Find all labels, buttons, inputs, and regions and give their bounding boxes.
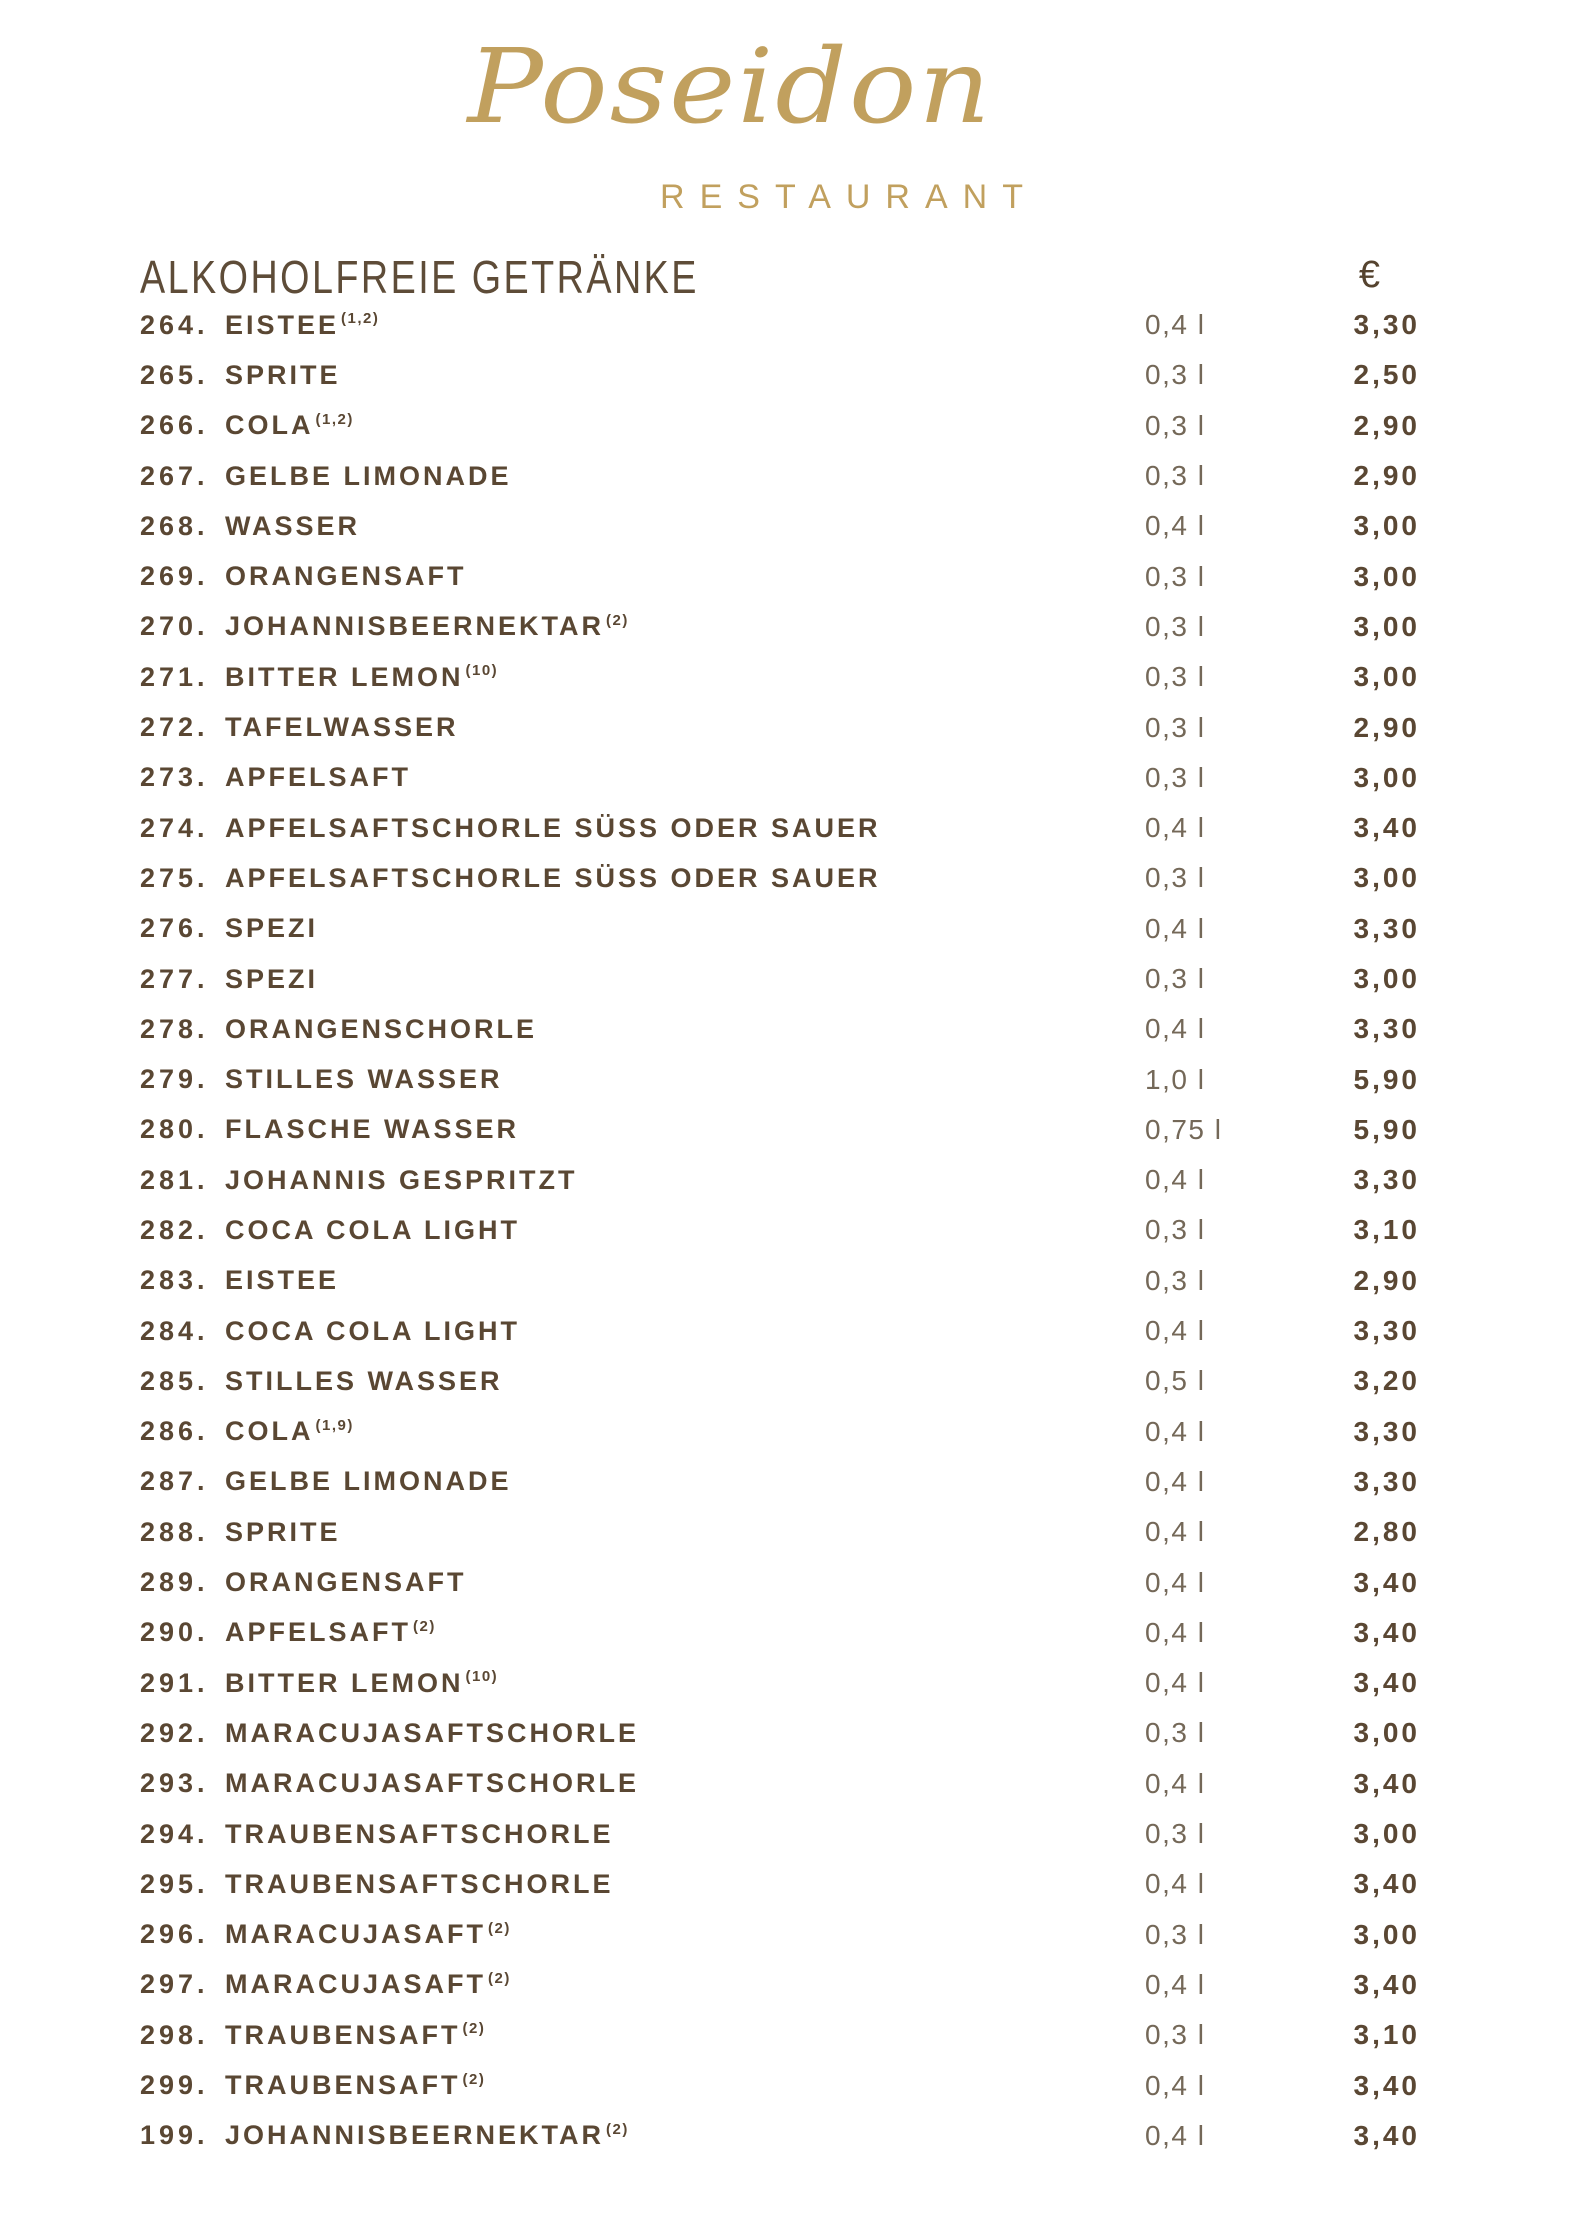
item-name: APFELSAFT (225, 1617, 411, 1648)
menu-item-row (140, 1457, 1420, 1507)
item-name: SPEZI (225, 963, 319, 994)
item-name-group (225, 561, 467, 592)
item-footnote: (1,2) (315, 410, 354, 428)
item-name-group (225, 863, 881, 894)
item-price: 3,40 (1353, 1566, 1420, 1598)
menu-item-row (140, 1256, 1420, 1306)
item-size: 0,3 l (1145, 761, 1206, 793)
menu-item-row (140, 753, 1420, 803)
item-size: 0,4 l (1145, 1566, 1206, 1598)
item-price: 2,90 (1353, 409, 1420, 441)
item-name: MARACUJASAFTSCHORLE (225, 1717, 639, 1748)
item-name: APFELSAFTSCHORLE SÜSS ODER SAUER (225, 812, 881, 843)
item-size: 0,4 l (1145, 510, 1206, 542)
item-number: 269. (140, 561, 209, 592)
item-number: 264. (140, 309, 209, 340)
item-number: 267. (140, 460, 209, 491)
item-footnote: (10) (465, 1668, 499, 1686)
item-price: 3,00 (1353, 1717, 1420, 1749)
menu-item-row (140, 1155, 1420, 1205)
menu-item-row (140, 1708, 1420, 1758)
item-name-group (225, 1919, 511, 1950)
item-size: 0,3 l (1145, 409, 1206, 441)
item-size: 0,4 l (1145, 1465, 1206, 1497)
item-name-group (225, 1215, 520, 1246)
item-name-group (225, 1014, 537, 1045)
item-number: 270. (140, 611, 209, 642)
menu-item-row (140, 1759, 1420, 1809)
item-name-group (225, 1969, 511, 2000)
item-size: 0,3 l (1145, 1264, 1206, 1296)
item-name-group (225, 1366, 503, 1397)
item-size: 1,0 l (1145, 1063, 1206, 1095)
item-name: STILLES WASSER (225, 1064, 503, 1095)
menu-item-row (140, 1205, 1420, 1255)
item-name-group (225, 2020, 485, 2051)
item-number: 289. (140, 1567, 209, 1598)
item-number: 276. (140, 913, 209, 944)
item-size: 0,4 l (1145, 1516, 1206, 1548)
item-size: 0,4 l (1145, 1415, 1206, 1447)
item-number: 282. (140, 1214, 209, 1245)
item-price: 5,90 (1353, 1113, 1420, 1145)
item-name: TRAUBENSAFT (225, 2019, 461, 2050)
item-name: ORANGENSCHORLE (225, 1013, 538, 1044)
item-name: EISTEE (225, 1265, 340, 1296)
item-size: 0,3 l (1145, 661, 1206, 693)
item-price: 3,00 (1353, 862, 1420, 894)
item-number: 271. (140, 661, 209, 692)
item-footnote: (1,2) (341, 310, 380, 328)
item-size: 0,3 l (1145, 460, 1206, 492)
item-number: 274. (140, 812, 209, 843)
menu-item-row (140, 1809, 1420, 1859)
item-name-group (225, 461, 512, 492)
item-price: 3,40 (1353, 2119, 1420, 2151)
item-name: TRAUBENSAFTSCHORLE (225, 1818, 614, 1849)
item-size: 0,3 l (1145, 1918, 1206, 1950)
menu-item-row (140, 1960, 1420, 2010)
item-name: JOHANNISBEERNEKTAR (225, 611, 605, 642)
item-size: 0,4 l (1145, 1164, 1206, 1196)
item-number: 266. (140, 410, 209, 441)
item-size: 0,3 l (1145, 2019, 1206, 2051)
item-name-group (225, 410, 354, 441)
item-name-group (225, 712, 459, 743)
item-footnote: (2) (488, 1970, 511, 1988)
item-name: COLA (225, 410, 314, 441)
item-name-group (225, 1869, 614, 1900)
menu-item-row (140, 1910, 1420, 1960)
item-size: 0,75 l (1145, 1113, 1223, 1145)
item-price: 3,20 (1353, 1365, 1420, 1397)
item-size: 0,3 l (1145, 1818, 1206, 1850)
currency-symbol: € (1358, 254, 1380, 296)
item-name: MARACUJASAFTSCHORLE (225, 1768, 639, 1799)
item-size: 0,4 l (1145, 1868, 1206, 1900)
item-price: 3,30 (1353, 912, 1420, 944)
item-name-group (225, 360, 341, 391)
item-name-group (225, 762, 411, 793)
logo-subtitle: RESTAURANT (660, 178, 1038, 216)
menu-item-row (140, 1658, 1420, 1708)
item-number: 297. (140, 1969, 209, 2000)
item-name: TAFELWASSER (225, 712, 459, 743)
item-price: 3,40 (1353, 1868, 1420, 1900)
menu-item-row (140, 2060, 1420, 2110)
item-name-group (225, 1316, 520, 1347)
item-price: 3,00 (1353, 1818, 1420, 1850)
item-name: APFELSAFTSCHORLE SÜSS ODER SAUER (225, 862, 881, 893)
item-price: 3,10 (1353, 1214, 1420, 1246)
item-size: 0,3 l (1145, 610, 1206, 642)
item-number: 298. (140, 2019, 209, 2050)
item-name: COCA COLA LIGHT (225, 1214, 520, 1245)
item-name: JOHANNISBEERNEKTAR (225, 2120, 605, 2151)
item-number: 294. (140, 1818, 209, 1849)
item-footnote: (2) (606, 612, 629, 630)
item-name-group (225, 1819, 614, 1850)
item-name: TRAUBENSAFT (225, 2070, 461, 2101)
item-name: SPRITE (225, 359, 341, 390)
logo-script-text: Poseidon (467, 27, 993, 147)
menu-item-row (140, 954, 1420, 1004)
item-number: 275. (140, 862, 209, 893)
item-number: 284. (140, 1315, 209, 1346)
item-name: TRAUBENSAFTSCHORLE (225, 1868, 614, 1899)
item-footnote: (2) (462, 2070, 486, 2088)
menu-item-row (140, 401, 1420, 451)
item-name: FLASCHE WASSER (225, 1114, 520, 1145)
item-name-group (225, 964, 318, 995)
item-size: 0,5 l (1145, 1365, 1206, 1397)
item-size: 0,3 l (1145, 963, 1206, 994)
item-number: 278. (140, 1013, 209, 1044)
item-name: SPEZI (225, 913, 319, 944)
item-number: 265. (140, 359, 209, 390)
item-name: SPRITE (225, 1516, 341, 1547)
item-price: 5,90 (1353, 1063, 1420, 1095)
item-name-group (225, 1668, 498, 1699)
item-price: 3,40 (1353, 1667, 1420, 1699)
item-price: 3,30 (1353, 1315, 1420, 1347)
item-size: 0,4 l (1145, 812, 1206, 844)
item-name: MARACUJASAFT (225, 1919, 486, 1950)
menu-item-row (140, 300, 1420, 350)
menu-item-row (140, 2111, 1420, 2161)
item-number: 291. (140, 1667, 209, 1698)
item-price: 2,50 (1353, 359, 1420, 391)
item-number: 277. (140, 963, 209, 994)
item-number: 273. (140, 762, 209, 793)
item-name-group (225, 1567, 467, 1598)
item-name-group (225, 1768, 639, 1799)
menu-item-row (140, 602, 1420, 652)
item-name: GELBE LIMONADE (225, 1466, 512, 1497)
item-name-group (225, 611, 629, 642)
item-name-group (225, 1165, 578, 1196)
item-size: 0,3 l (1145, 359, 1206, 391)
item-name: MARACUJASAFT (225, 1969, 486, 2000)
item-price: 3,30 (1353, 309, 1420, 341)
item-size: 0,3 l (1145, 862, 1206, 894)
item-price: 3,00 (1353, 761, 1420, 793)
section-title: ALKOHOLFREIE GETRÄNKE (140, 251, 699, 303)
item-size: 0,4 l (1145, 1667, 1206, 1699)
item-name-group (225, 1718, 639, 1749)
menu-item-row (140, 501, 1420, 551)
item-size: 0,3 l (1145, 1717, 1206, 1749)
menu-item-row (140, 1608, 1420, 1658)
menu-item-row (140, 652, 1420, 702)
item-price: 2,80 (1353, 1516, 1420, 1548)
item-price: 3,30 (1353, 1415, 1420, 1447)
menu-item-row (140, 1407, 1420, 1457)
menu-item-row (140, 1054, 1420, 1104)
item-price: 3,30 (1353, 1465, 1420, 1497)
item-number: 292. (140, 1717, 209, 1748)
item-number: 268. (140, 510, 209, 541)
item-price: 3,40 (1353, 812, 1420, 844)
menu-item-row (140, 1105, 1420, 1155)
item-price: 3,00 (1353, 1918, 1420, 1950)
item-name-group (225, 1617, 436, 1648)
item-number: 280. (140, 1114, 209, 1145)
menu-item-row (140, 702, 1420, 752)
item-size: 0,3 l (1145, 560, 1206, 592)
item-size: 0,4 l (1145, 309, 1206, 341)
item-number: 290. (140, 1617, 209, 1648)
item-size: 0,4 l (1145, 1767, 1206, 1799)
menu-item-row (140, 451, 1420, 501)
item-footnote: (2) (462, 2020, 486, 2038)
item-price: 3,00 (1353, 661, 1420, 693)
item-name-group (225, 913, 318, 944)
item-price: 3,40 (1353, 1767, 1420, 1799)
item-size: 0,4 l (1145, 1315, 1206, 1347)
item-size: 0,4 l (1145, 1968, 1206, 2000)
item-name: WASSER (225, 510, 361, 541)
item-name-group (225, 662, 498, 693)
item-price: 3,00 (1353, 610, 1420, 642)
item-price: 3,40 (1353, 1616, 1420, 1648)
item-number: 279. (140, 1064, 209, 1095)
menu-item-row (140, 803, 1420, 853)
drinks-menu-section (140, 250, 1420, 2161)
menu-item-row (140, 1557, 1420, 1607)
menu-item-row (140, 350, 1420, 400)
item-name-group (225, 2120, 629, 2151)
item-price: 3,00 (1353, 510, 1420, 542)
item-number: 295. (140, 1868, 209, 1899)
item-number: 199. (140, 2120, 209, 2151)
item-price: 2,90 (1353, 1264, 1420, 1296)
item-price: 3,00 (1353, 963, 1420, 994)
item-size: 0,3 l (1145, 1214, 1206, 1246)
item-name-group (225, 1517, 341, 1548)
menu-item-row (140, 1356, 1420, 1406)
item-name-group (225, 310, 379, 341)
item-name: ORANGENSAFT (225, 1567, 467, 1598)
item-size: 0,4 l (1145, 1616, 1206, 1648)
item-size: 0,3 l (1145, 711, 1206, 743)
restaurant-logo (420, 18, 1040, 218)
item-size: 0,4 l (1145, 912, 1206, 944)
item-price: 3,40 (1353, 2069, 1420, 2101)
menu-list (140, 300, 1420, 2161)
item-name: COCA COLA LIGHT (225, 1315, 520, 1346)
item-name-group (225, 1416, 354, 1447)
item-footnote: (1,9) (315, 1416, 354, 1434)
item-number: 293. (140, 1768, 209, 1799)
item-name: COLA (225, 1416, 314, 1447)
item-footnote: (2) (606, 2121, 629, 2138)
item-price: 3,10 (1353, 2019, 1420, 2051)
item-number: 285. (140, 1365, 209, 1396)
item-name-group (225, 813, 881, 844)
item-size: 0,4 l (1145, 2119, 1206, 2151)
item-name: BITTER LEMON (225, 1667, 464, 1698)
item-price: 3,40 (1353, 1968, 1420, 2000)
menu-item-row (140, 1004, 1420, 1054)
section-header (140, 250, 1420, 303)
item-number: 299. (140, 2070, 209, 2101)
item-price: 3,30 (1353, 1164, 1420, 1196)
menu-item-row (140, 2010, 1420, 2060)
item-footnote: (10) (465, 662, 499, 680)
item-size: 0,4 l (1145, 1013, 1206, 1045)
item-footnote: (2) (488, 1919, 511, 1937)
menu-item-row (140, 1507, 1420, 1557)
item-name: EISTEE (225, 309, 340, 340)
item-name: GELBE LIMONADE (225, 460, 512, 491)
item-number: 287. (140, 1466, 209, 1497)
item-footnote: (2) (413, 1618, 436, 1636)
item-number: 272. (140, 712, 209, 743)
item-price: 3,00 (1353, 560, 1420, 592)
menu-item-row (140, 1859, 1420, 1909)
item-name: STILLES WASSER (225, 1365, 503, 1396)
item-name: BITTER LEMON (225, 661, 464, 692)
item-name: APFELSAFT (225, 762, 411, 793)
item-name-group (225, 1064, 503, 1095)
item-number: 286. (140, 1416, 209, 1447)
item-price: 2,90 (1353, 711, 1420, 743)
item-name-group (225, 1466, 512, 1497)
item-price: 2,90 (1353, 460, 1420, 492)
item-name-group (225, 1114, 519, 1145)
item-name: JOHANNIS GESPRITZT (225, 1164, 578, 1195)
menu-item-row (140, 853, 1420, 903)
item-number: 283. (140, 1265, 209, 1296)
item-price: 3,30 (1353, 1013, 1420, 1045)
item-name-group (225, 2070, 485, 2101)
item-name-group (225, 1265, 339, 1296)
item-number: 296. (140, 1919, 209, 1950)
item-name: ORANGENSAFT (225, 561, 467, 592)
item-name-group (225, 511, 360, 542)
menu-item-row (140, 1306, 1420, 1356)
item-number: 288. (140, 1516, 209, 1547)
item-size: 0,4 l (1145, 2069, 1206, 2101)
item-number: 281. (140, 1164, 209, 1195)
menu-item-row (140, 551, 1420, 601)
menu-item-row (140, 904, 1420, 954)
